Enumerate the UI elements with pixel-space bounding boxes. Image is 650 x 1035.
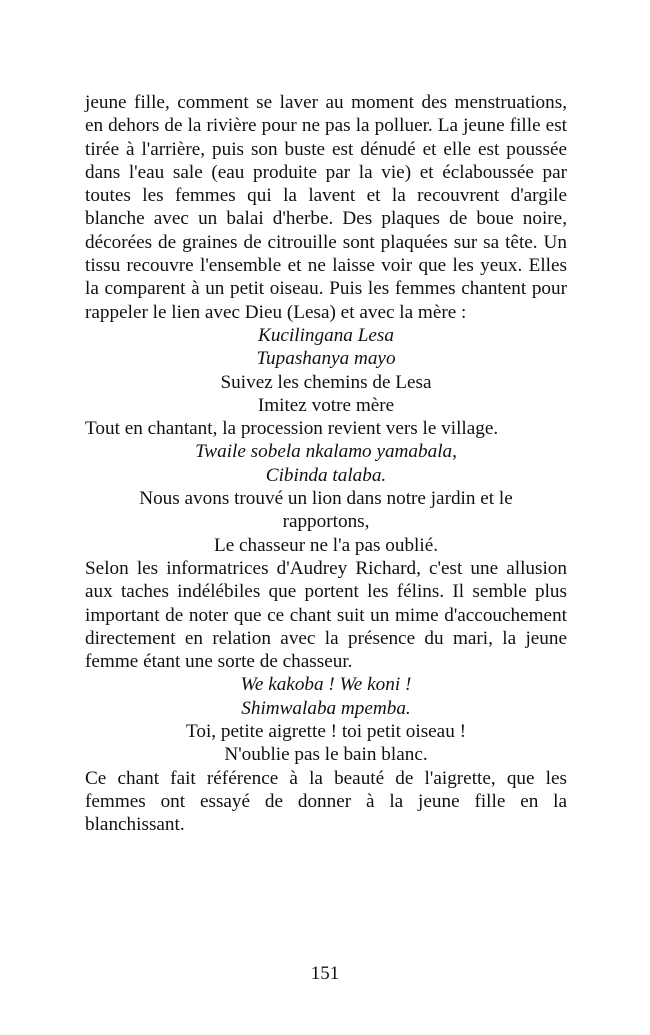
song-lion-line-1: Twaile sobela nkalamo yamabala, [195,441,457,463]
song-egret-translation-2: N'oublie pas le bain blanc. [224,744,428,766]
song-lion [85,440,567,556]
paragraph-egret-beauty: Ce chant fait référence à la beauté de l'aigrette, que les femmes ont essayé de donner à la jeune fille en la blanchissant. [85,767,567,836]
song-egret [85,673,567,766]
page-number: 151 [310,963,340,984]
song-lion-translation-2: Le chasseur ne l'a pas oublié. [213,534,439,556]
song-lesa-translation-2: Imitez votre mère [257,394,395,416]
song-egret-line-1: We kakoba ! We koni ! [240,674,412,696]
song-lion-line-2: Cibinda talaba. [265,464,387,486]
song-lesa-line-1: Kucilingana Lesa [258,324,394,346]
paragraph-initiation-ritual: jeune fille, comment se laver au moment des menstruations, en dehors de la rivière pour ne pas la polluer. La jeune fille est tirée à l'arrière, puis son buste est dénudé et elle est poussée dans l'eau sale (eau produite par la vie) et éclaboussée par toutes les femmes qui la lavent et la recouvrent d'argile blanche avec un balai d'herbe. Des plaques de boue noire, décorées de graines de citrouille sont plaquées sur sa tête. Un tissu recouvre l'ensemble et ne laisse voir que les yeux. Elles la comparent à un petit oiseau. Puis les femmes chantent pour rappeler le lien avec Dieu (Lesa) et avec la mère : [85,92,567,323]
song-lesa-line-2: Tupashanya mayo [256,348,396,370]
paragraph-procession: Tout en chantant, la procession revient vers le village. [85,418,499,440]
song-egret-translation-1: Toi, petite aigrette ! toi petit oiseau ! [186,721,466,743]
song-lesa-translation-1: Suivez les chemins de Lesa [220,371,432,393]
body-text [85,91,567,837]
song-lion-translation-1: Nous avons trouvé un lion dans notre jardin et le rapportons, [139,488,513,533]
paragraph-informants: Selon les informatrices d'Audrey Richard, c'est une allusion aux taches indélébiles que portent les félins. Il semble plus important de noter que ce chant suit un mime d'accouchement directement en relation avec la présence du mari, la jeune femme étant une sorte de chasseur. [85,557,567,673]
song-lesa [85,324,567,417]
song-egret-line-2: Shimwalaba mpemba. [241,697,411,719]
